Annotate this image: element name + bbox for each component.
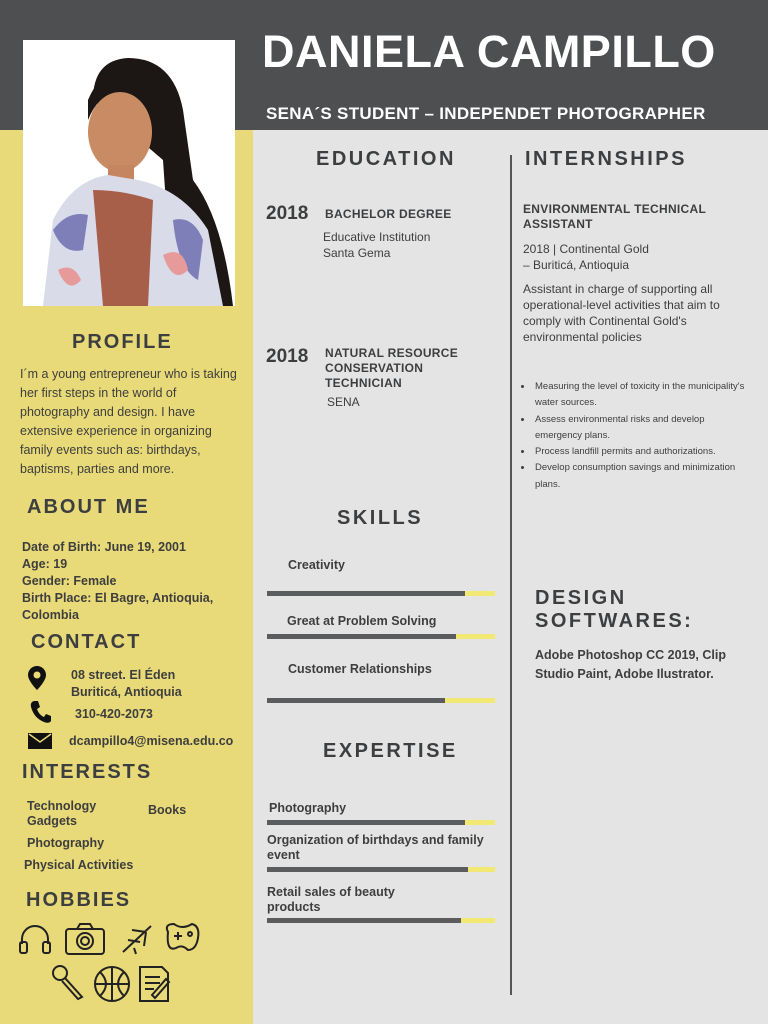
skill-bar xyxy=(267,591,495,596)
about-line: Age: 19 xyxy=(22,557,68,571)
expertise-bar-fill xyxy=(267,820,465,825)
expertise-label-line: products xyxy=(267,900,321,914)
interest-item: Physical Activities xyxy=(24,858,134,872)
internship-meta-line: – Buriticá, Antioquia xyxy=(523,258,630,272)
education-degree xyxy=(325,346,458,391)
education-degree: BACHELOR DEGREE xyxy=(325,207,452,221)
education-year: 2018 xyxy=(266,346,309,367)
expertise-heading: EXPERTISE xyxy=(323,740,458,762)
contact-address xyxy=(71,667,182,701)
microphone-icon xyxy=(50,963,86,1001)
education-institution xyxy=(323,229,430,261)
internship-description: Assistant in charge of supporting all operational-level activities that aim to comply with Continental Gold's environmental policies xyxy=(523,282,720,344)
gamepad-icon xyxy=(162,920,202,956)
camera-icon xyxy=(64,922,106,956)
column-divider xyxy=(510,155,512,995)
interest-item: Technology Gadgets xyxy=(27,799,97,828)
expertise-bar-fill xyxy=(267,867,468,872)
expertise-bar-fill xyxy=(267,918,461,923)
airplane-icon xyxy=(120,922,156,956)
internship-meta-line: 2018 | Continental Gold xyxy=(523,242,649,256)
address-line-1: 08 street. El Éden xyxy=(71,668,176,682)
email-icon xyxy=(28,733,52,749)
education-institution: SENA xyxy=(327,395,360,409)
internship-title-line: ENVIRONMENTAL TECHNICAL xyxy=(523,202,707,216)
profile-photo xyxy=(23,40,235,306)
degree-line: TECHNICIAN xyxy=(325,376,402,390)
skill-bar-fill xyxy=(267,698,445,703)
headphones-icon xyxy=(18,922,52,956)
skill-label: Great at Problem Solving xyxy=(287,614,437,628)
profile-heading: PROFILE xyxy=(72,331,173,353)
internship-task: • Measuring the level of toxicity in the municipality's water sources. xyxy=(533,379,746,412)
address-line-2: Buriticá, Antioquia xyxy=(71,685,182,699)
degree-line: NATURAL RESOURCE xyxy=(325,346,459,360)
skill-bar-fill xyxy=(267,591,465,596)
skill-bar-fill xyxy=(267,634,456,639)
expertise-label-line: Retail sales of beauty xyxy=(267,885,395,899)
internship-meta xyxy=(523,241,649,273)
skill-bar xyxy=(267,698,495,703)
institution-line: Santa Gema xyxy=(323,246,391,260)
expertise-bar xyxy=(267,820,495,825)
internship-task: • Develop consumption savings and minimization plans. xyxy=(533,460,746,493)
location-pin-icon xyxy=(28,666,46,690)
profile-text: I´m a young entrepreneur who is taking her first steps in the world of photography and design. I have extensive experience in organizing family events such as: birthdays, baptisms, parties and more. xyxy=(20,367,237,476)
education-heading: EDUCATION xyxy=(316,148,456,170)
basketball-icon xyxy=(93,965,131,1003)
expertise-label-line: event xyxy=(267,848,300,862)
internship-task-list xyxy=(521,379,746,493)
internship-title xyxy=(523,202,706,232)
degree-line: CONSERVATION xyxy=(325,361,424,375)
skills-heading: SKILLS xyxy=(337,507,424,529)
about-line: Birth Place: El Bagre, Antioquia, Colombia xyxy=(22,591,214,622)
portrait-illustration xyxy=(23,40,235,306)
about-line: Date of Birth: June 19, 2001 xyxy=(22,540,186,554)
design-heading-line: SOFTWARES: xyxy=(535,610,694,632)
contact-email[interactable]: dcampillo4@misena.edu.co xyxy=(69,734,234,748)
internship-task: • Assess environmental risks and develop emergency plans. xyxy=(533,412,746,445)
internships-heading: INTERNSHIPS xyxy=(525,148,687,170)
design-text: Adobe Photoshop CC 2019, Clip Studio Paint, Adobe Ilustrator. xyxy=(535,648,726,681)
internship-task: • Process landfill permits and authorizations. xyxy=(533,444,746,460)
about-line: Gender: Female xyxy=(22,574,117,588)
about-heading: ABOUT ME xyxy=(27,496,150,518)
interest-item: Books xyxy=(148,803,187,817)
interest-item: Photography xyxy=(27,836,105,850)
education-year: 2018 xyxy=(266,203,309,224)
hobbies-heading: HOBBIES xyxy=(26,889,132,911)
expertise-bar xyxy=(267,918,495,923)
design-heading xyxy=(535,587,693,633)
contact-heading: CONTACT xyxy=(31,631,142,653)
institution-line: Educative Institution xyxy=(323,230,431,244)
phone-icon xyxy=(30,700,52,724)
person-name: DANIELA CAMPILLO xyxy=(262,26,716,77)
skill-bar xyxy=(267,634,495,639)
expertise-bar xyxy=(267,867,495,872)
person-subtitle: SENA´S STUDENT – INDEPENDET PHOTOGRAPHER xyxy=(266,104,706,123)
skill-label: Creativity xyxy=(288,558,345,572)
expertise-label-line: Organization of birthdays and family xyxy=(267,833,484,847)
design-heading-line: DESIGN xyxy=(535,587,627,609)
expertise-label xyxy=(267,833,492,863)
expertise-label: Photography xyxy=(269,801,347,815)
about-details xyxy=(22,539,242,624)
internship-title-line: ASSISTANT xyxy=(523,217,593,231)
skill-label: Customer Relationships xyxy=(288,662,432,676)
contact-phone[interactable]: 310-420-2073 xyxy=(75,707,153,721)
interests-heading: INTERESTS xyxy=(22,761,153,783)
expertise-label xyxy=(267,885,492,915)
writing-icon xyxy=(136,965,172,1003)
